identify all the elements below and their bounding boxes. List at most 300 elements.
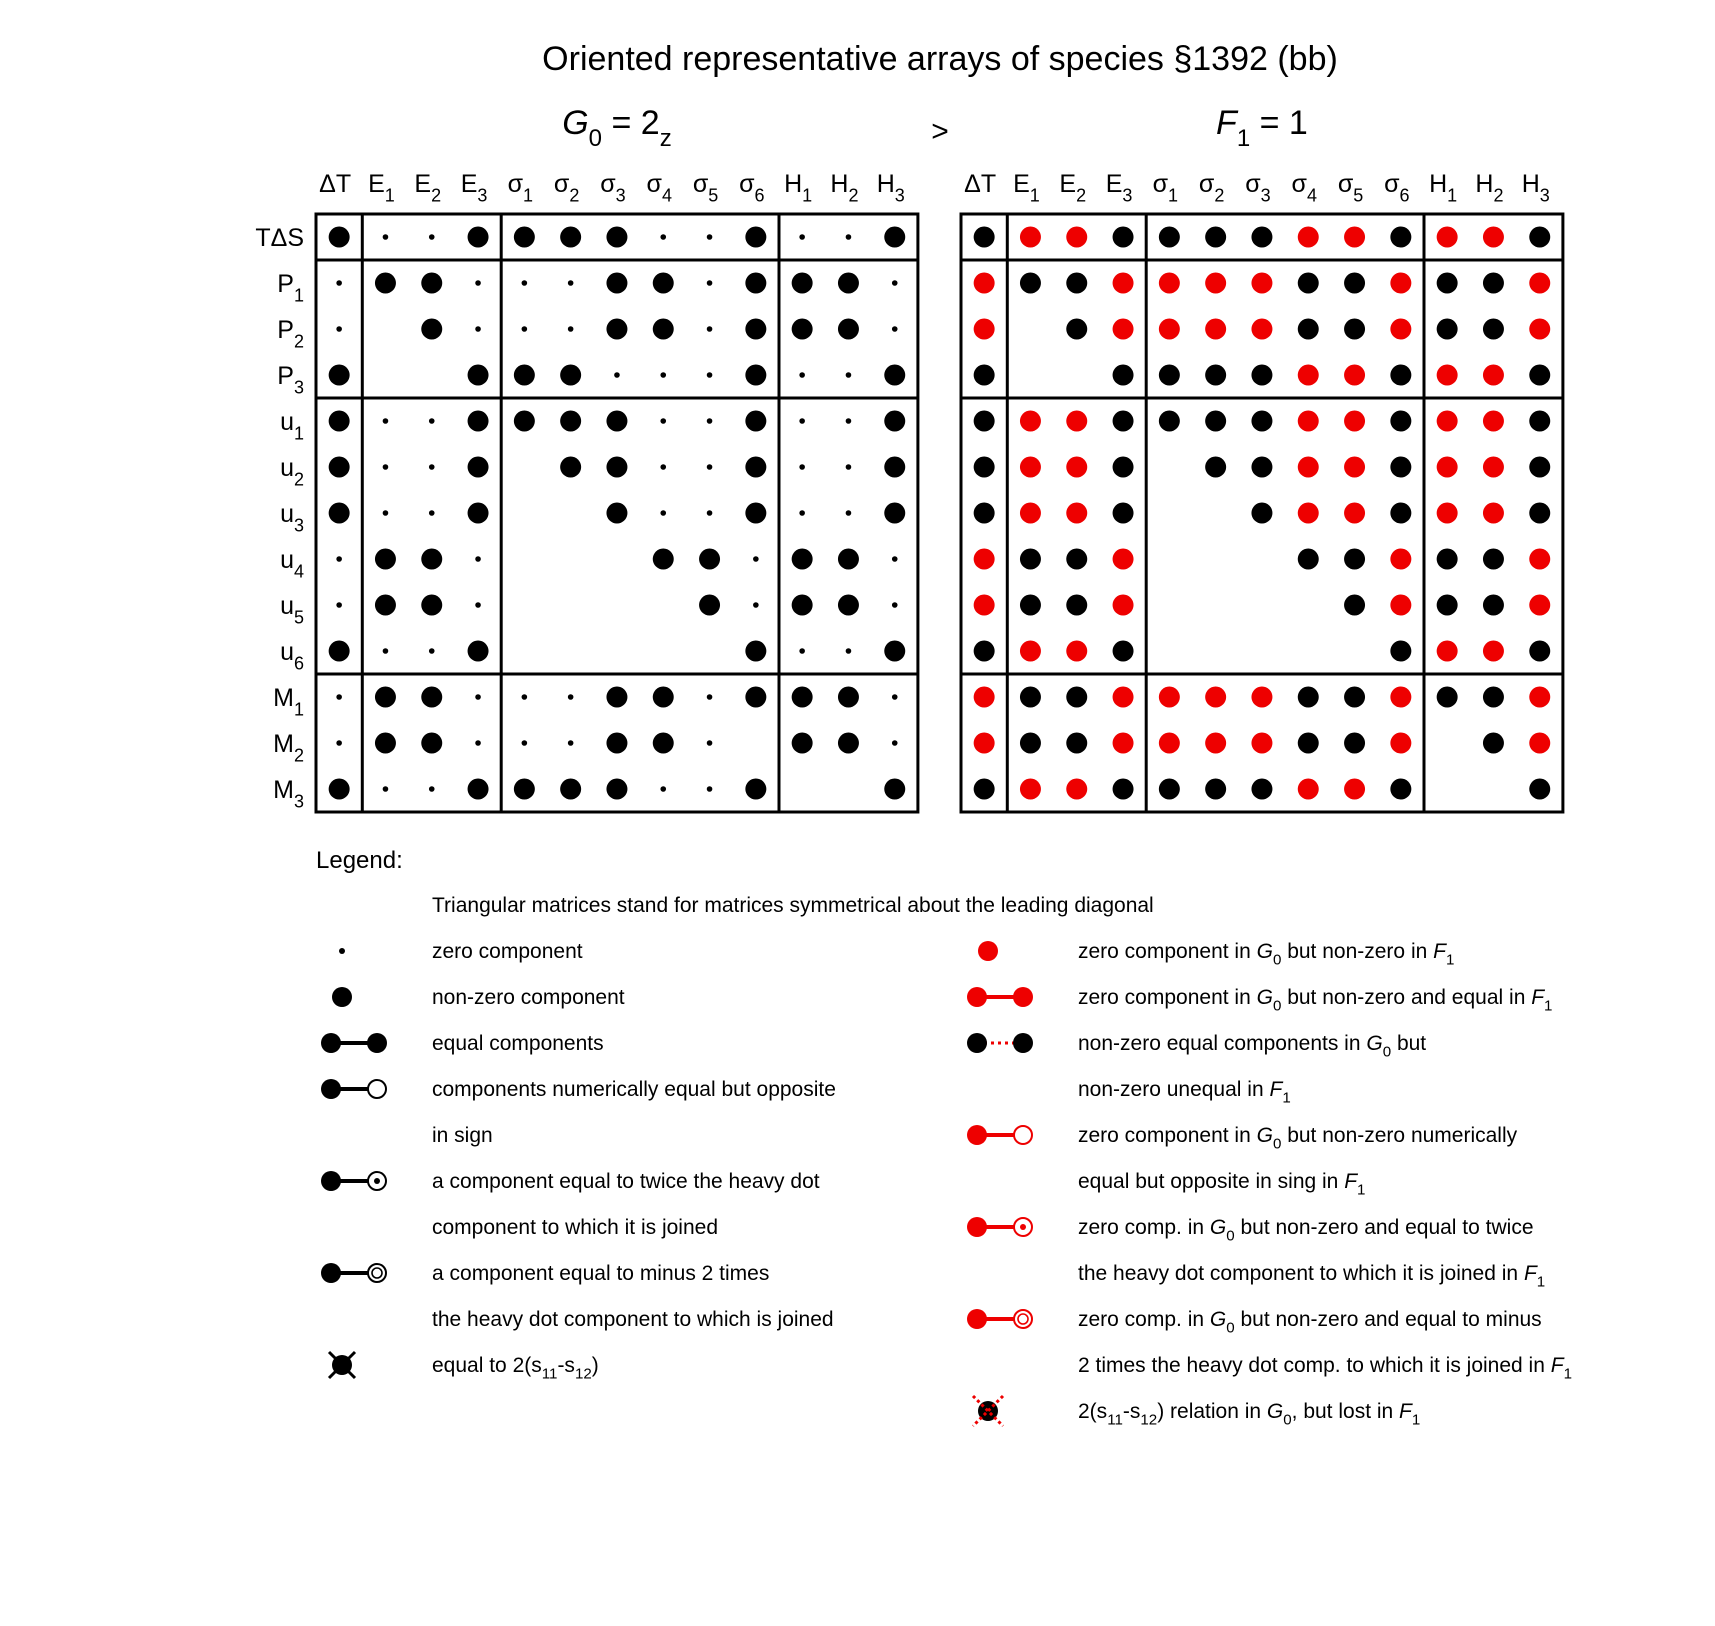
nonzero-dot xyxy=(974,365,995,386)
zero-dot xyxy=(892,326,898,332)
nonzero-dot xyxy=(1020,595,1041,616)
changed-dot xyxy=(1344,227,1365,248)
nonzero-dot xyxy=(1437,273,1458,294)
nonzero-dot xyxy=(606,319,627,340)
nonzero-dot xyxy=(653,733,674,754)
row-header: $P_2$ xyxy=(277,316,304,352)
nonzero-dot xyxy=(974,779,995,800)
zero-dot xyxy=(799,648,805,654)
changed-dot xyxy=(1159,319,1180,340)
changed-dot xyxy=(1483,503,1504,524)
nonzero-dot xyxy=(514,779,535,800)
changed-dot xyxy=(1529,687,1550,708)
nonzero-dot xyxy=(884,365,905,386)
nonzero-dot xyxy=(974,227,995,248)
nonzero-dot xyxy=(560,779,581,800)
column-header: $H_2$ xyxy=(1475,170,1504,206)
nonzero-dot xyxy=(1344,549,1365,570)
zero-dot xyxy=(429,510,435,516)
nonzero-dot xyxy=(1066,687,1087,708)
matrix-g0 xyxy=(255,104,918,812)
changed-dot xyxy=(1020,411,1041,432)
nonzero-dot xyxy=(375,549,396,570)
nonzero-dot xyxy=(653,687,674,708)
nonzero-dot xyxy=(653,549,674,570)
column-header: $H_3$ xyxy=(1521,170,1550,206)
nonzero-dot xyxy=(1159,411,1180,432)
changed-dot xyxy=(1205,687,1226,708)
zero-dot xyxy=(799,234,805,240)
zero-dot xyxy=(429,464,435,470)
zero-dot xyxy=(799,418,805,424)
zero-dot xyxy=(429,418,435,424)
changed-dot xyxy=(1344,457,1365,478)
zero-dot xyxy=(892,602,898,608)
nonzero-dot xyxy=(1344,687,1365,708)
changed-dot xyxy=(1066,227,1087,248)
nonzero-dot xyxy=(1020,733,1041,754)
nonzero-dot xyxy=(1529,365,1550,386)
nonzero-dot xyxy=(699,549,720,570)
legend-text: the heavy dot component to which it is joined in $F_1$ xyxy=(1078,1262,1546,1291)
nonzero-dot xyxy=(1483,687,1504,708)
changed-dot xyxy=(974,549,995,570)
nonzero-dot xyxy=(1251,503,1272,524)
zero-dot xyxy=(660,372,666,378)
changed-dot xyxy=(1159,687,1180,708)
nonzero-dot xyxy=(1066,733,1087,754)
nonzero-dot xyxy=(468,503,489,524)
changed-dot xyxy=(1344,503,1365,524)
changed-dot xyxy=(1159,733,1180,754)
nonzero-dot xyxy=(375,687,396,708)
changed-dot xyxy=(1298,411,1319,432)
nonzero-dot xyxy=(1298,319,1319,340)
zero-dot xyxy=(707,510,713,516)
row-header: $M_2$ xyxy=(273,730,304,766)
nonzero-dot xyxy=(421,319,442,340)
zero-dot xyxy=(799,510,805,516)
nonzero-dot xyxy=(1298,733,1319,754)
column-header: $E_3$ xyxy=(1105,170,1133,206)
changed-dot xyxy=(1113,319,1134,340)
nonzero-dot xyxy=(745,411,766,432)
changed-dot xyxy=(1298,457,1319,478)
legend-text: equal components xyxy=(432,1032,604,1055)
changed-dot xyxy=(1437,503,1458,524)
nonzero-dot xyxy=(560,365,581,386)
figure-title: Oriented representative arrays of species §1392 (bb) xyxy=(542,40,1338,78)
column-header: $H_1$ xyxy=(784,170,813,206)
changed-dot xyxy=(1066,503,1087,524)
row-header: $u_6$ xyxy=(280,638,304,674)
row-header: $P_3$ xyxy=(277,362,304,398)
zero-dot xyxy=(753,556,759,562)
row-header: TΔS xyxy=(255,224,304,252)
nonzero-dot xyxy=(1251,227,1272,248)
nonzero-dot xyxy=(884,503,905,524)
changed-dot xyxy=(1529,549,1550,570)
opposite-pair-symbol xyxy=(321,1079,386,1099)
legend-item xyxy=(967,1032,1426,1107)
nonzero-dot xyxy=(1483,549,1504,570)
legend-note: Triangular matrices stand for matrices symmetrical about the leading diagonal xyxy=(432,894,1154,917)
changed-dot xyxy=(1390,549,1411,570)
nonzero-dot xyxy=(1205,779,1226,800)
zero-dot xyxy=(336,740,342,746)
changed-dot xyxy=(1437,411,1458,432)
zero-dot xyxy=(799,372,805,378)
matrix-heading-g0: $G_0 = 2_z$ xyxy=(562,104,672,152)
red-minus2-pair-symbol xyxy=(967,1309,1032,1329)
changed-dot xyxy=(1390,319,1411,340)
changed-dot xyxy=(1113,733,1134,754)
changed-dot xyxy=(974,687,995,708)
legend-item xyxy=(321,1170,820,1239)
zero-dot xyxy=(707,740,713,746)
legend-text: zero comp. in $G_0$ but non-zero and equal to minus xyxy=(1078,1308,1542,1337)
dotted-pair-symbol xyxy=(967,1033,1033,1053)
changed-dot xyxy=(1020,457,1041,478)
nonzero-dot xyxy=(421,273,442,294)
nonzero-dot xyxy=(1529,457,1550,478)
crossed-dot-symbol xyxy=(329,1352,355,1378)
changed-dot xyxy=(1298,503,1319,524)
nonzero-dot xyxy=(421,733,442,754)
nonzero-dot xyxy=(1344,595,1365,616)
legend-item xyxy=(973,1396,1420,1429)
changed-dot xyxy=(1298,365,1319,386)
nonzero-dot xyxy=(1205,365,1226,386)
nonzero-dot xyxy=(1298,273,1319,294)
changed-dot xyxy=(1437,227,1458,248)
nonzero-dot xyxy=(792,273,813,294)
nonzero-dot xyxy=(606,457,627,478)
changed-dot xyxy=(1113,687,1134,708)
changed-dot xyxy=(1483,411,1504,432)
zero-dot xyxy=(568,694,574,700)
row-header: $M_3$ xyxy=(273,776,304,812)
nonzero-dot xyxy=(745,687,766,708)
zero-dot xyxy=(660,418,666,424)
zero-dot xyxy=(383,648,389,654)
zero-dot xyxy=(429,234,435,240)
nonzero-dot xyxy=(1113,227,1134,248)
changed-dot xyxy=(1390,273,1411,294)
nonzero-dot xyxy=(884,641,905,662)
nonzero-dot xyxy=(468,779,489,800)
nonzero-dot xyxy=(514,411,535,432)
nonzero-dot xyxy=(974,457,995,478)
column-header: ΔT xyxy=(319,170,352,198)
nonzero-dot xyxy=(1529,641,1550,662)
nonzero-dot xyxy=(1066,319,1087,340)
zero-dot xyxy=(707,418,713,424)
changed-dot xyxy=(1113,549,1134,570)
nonzero-dot xyxy=(1251,457,1272,478)
changed-dot xyxy=(1437,457,1458,478)
legend-item xyxy=(967,1308,1572,1383)
nonzero-dot xyxy=(468,365,489,386)
nonzero-dot xyxy=(1298,687,1319,708)
legend-item xyxy=(321,1032,604,1055)
legend-text: non-zero component xyxy=(432,986,625,1009)
zero-dot xyxy=(660,510,666,516)
changed-dot xyxy=(1437,365,1458,386)
nonzero-dot xyxy=(606,227,627,248)
nonzero-dot xyxy=(1159,365,1180,386)
zero-dot xyxy=(475,602,481,608)
nonzero-dot xyxy=(1066,595,1087,616)
nonzero-dot xyxy=(1205,227,1226,248)
nonzero-dot xyxy=(745,319,766,340)
zero-dot xyxy=(336,326,342,332)
nonzero-dot xyxy=(329,411,350,432)
nonzero-dot xyxy=(792,319,813,340)
nonzero-dot xyxy=(606,779,627,800)
zero-dot xyxy=(660,786,666,792)
column-header: $\sigma_3$ xyxy=(600,170,626,206)
legend-item xyxy=(967,986,1552,1015)
nonzero-dot xyxy=(884,411,905,432)
zero-dot xyxy=(475,326,481,332)
nonzero-dot xyxy=(1390,779,1411,800)
nonzero-dot xyxy=(329,503,350,524)
nonzero-dot xyxy=(884,779,905,800)
zero-dot xyxy=(846,464,852,470)
legend-text: component to which it is joined xyxy=(432,1216,718,1239)
changed-dot xyxy=(1113,595,1134,616)
nonzero-dot xyxy=(1390,411,1411,432)
column-header: $H_2$ xyxy=(830,170,859,206)
zero-dot xyxy=(336,280,342,286)
zero-dot xyxy=(522,694,528,700)
changed-dot xyxy=(1159,273,1180,294)
nonzero-dot xyxy=(1529,227,1550,248)
changed-dot xyxy=(1529,273,1550,294)
nonzero-dot xyxy=(1344,319,1365,340)
zero-dot xyxy=(383,786,389,792)
changed-dot xyxy=(1344,411,1365,432)
red-equal-pair-symbol xyxy=(967,987,1033,1007)
zero-dot xyxy=(383,510,389,516)
nonzero-dot xyxy=(974,503,995,524)
nonzero-dot xyxy=(1020,687,1041,708)
nonzero-dot xyxy=(1437,687,1458,708)
nonzero-dot xyxy=(606,503,627,524)
zero-dot xyxy=(707,786,713,792)
zero-dot xyxy=(660,234,666,240)
nonzero-dot xyxy=(1113,779,1134,800)
column-header: $\sigma_5$ xyxy=(692,170,719,206)
zero-dot xyxy=(892,556,898,562)
changed-dot xyxy=(974,319,995,340)
changed-dot xyxy=(1529,319,1550,340)
nonzero-dot xyxy=(375,595,396,616)
nonzero-dot xyxy=(468,641,489,662)
row-header: $P_1$ xyxy=(277,270,304,306)
changed-dot xyxy=(1066,641,1087,662)
zero-dot xyxy=(475,280,481,286)
zero-dot xyxy=(846,418,852,424)
red-opposite-pair-symbol xyxy=(967,1125,1032,1145)
changed-dot xyxy=(1529,733,1550,754)
column-header: $\sigma_4$ xyxy=(646,170,672,206)
column-header: $E_3$ xyxy=(460,170,488,206)
zero-dot xyxy=(707,372,713,378)
nonzero-dot xyxy=(745,227,766,248)
comparison-symbol: > xyxy=(931,115,949,148)
zero-dot xyxy=(475,740,481,746)
row-header: $u_2$ xyxy=(280,454,304,490)
nonzero-dot xyxy=(1390,227,1411,248)
legend-item xyxy=(967,1124,1518,1199)
legend-item xyxy=(321,1078,836,1147)
nonzero-dot xyxy=(329,365,350,386)
nonzero-dot xyxy=(1205,411,1226,432)
nonzero-dot xyxy=(792,733,813,754)
changed-dot xyxy=(1344,365,1365,386)
zero-dot xyxy=(846,648,852,654)
red-big-dot-symbol xyxy=(978,941,998,961)
nonzero-dot xyxy=(792,549,813,570)
nonzero-dot xyxy=(1437,595,1458,616)
nonzero-dot xyxy=(1205,457,1226,478)
nonzero-dot xyxy=(884,227,905,248)
changed-dot xyxy=(1251,687,1272,708)
nonzero-dot xyxy=(1437,549,1458,570)
changed-dot xyxy=(1483,227,1504,248)
nonzero-dot xyxy=(514,365,535,386)
zero-dot xyxy=(707,464,713,470)
nonzero-dot xyxy=(1113,457,1134,478)
zero-dot xyxy=(522,326,528,332)
changed-dot xyxy=(1251,273,1272,294)
changed-dot xyxy=(1205,733,1226,754)
zero-dot xyxy=(336,694,342,700)
changed-dot xyxy=(974,733,995,754)
changed-dot xyxy=(1483,641,1504,662)
legend-item xyxy=(978,940,1454,969)
nonzero-dot xyxy=(1066,549,1087,570)
changed-dot xyxy=(1529,595,1550,616)
zero-dot xyxy=(568,280,574,286)
nonzero-dot xyxy=(329,779,350,800)
nonzero-dot xyxy=(375,273,396,294)
changed-dot xyxy=(1205,273,1226,294)
nonzero-dot xyxy=(745,641,766,662)
nonzero-dot xyxy=(884,457,905,478)
legend-text: $2(s_{11}-s_{12})$ relation in $G_0$, but lost in $F_1$ xyxy=(1078,1400,1421,1429)
zero-dot xyxy=(707,326,713,332)
red-crossed-dot-symbol xyxy=(973,1396,1003,1426)
zero-dot xyxy=(568,740,574,746)
matrices-layer xyxy=(255,104,1563,812)
changed-dot xyxy=(1066,457,1087,478)
nonzero-dot xyxy=(468,411,489,432)
column-header: $\sigma_1$ xyxy=(507,170,534,206)
nonzero-dot xyxy=(1344,273,1365,294)
legend-text: 2 times the heavy dot comp. to which it is joined in $F_1$ xyxy=(1078,1354,1572,1383)
legend-text: components numerically equal but opposite xyxy=(432,1078,836,1101)
zero-dot xyxy=(475,556,481,562)
row-header: $u_4$ xyxy=(280,546,304,582)
nonzero-dot xyxy=(329,641,350,662)
changed-dot xyxy=(974,595,995,616)
column-header: $\sigma_6$ xyxy=(739,170,765,206)
zero-dot xyxy=(522,280,528,286)
column-header: $H_3$ xyxy=(876,170,905,206)
legend-item xyxy=(332,986,625,1009)
zero-dot xyxy=(707,694,713,700)
nonzero-dot xyxy=(1483,595,1504,616)
column-header: $\sigma_1$ xyxy=(1152,170,1179,206)
matrix-f1 xyxy=(961,104,1563,812)
legend-text: zero component in $G_0$ but non-zero numerically xyxy=(1078,1124,1518,1153)
legend-text: non-zero unequal in $F_1$ xyxy=(1078,1078,1291,1107)
changed-dot xyxy=(1113,273,1134,294)
nonzero-dot xyxy=(838,319,859,340)
nonzero-dot xyxy=(606,273,627,294)
nonzero-dot xyxy=(1113,365,1134,386)
row-header: $u_1$ xyxy=(280,408,304,444)
zero-dot xyxy=(846,372,852,378)
column-header: $\sigma_3$ xyxy=(1245,170,1271,206)
legend-text: zero component xyxy=(432,940,583,963)
nonzero-dot xyxy=(745,457,766,478)
legend-text: equal but opposite in sing in $F_1$ xyxy=(1078,1170,1366,1199)
zero-dot xyxy=(522,740,528,746)
zero-dot xyxy=(475,694,481,700)
nonzero-dot xyxy=(838,273,859,294)
equal-pair-symbol xyxy=(321,1033,387,1053)
nonzero-dot xyxy=(514,227,535,248)
nonzero-dot xyxy=(1020,273,1041,294)
nonzero-dot xyxy=(1390,365,1411,386)
column-header: $\sigma_2$ xyxy=(1198,170,1225,206)
nonzero-dot xyxy=(1483,273,1504,294)
zero-dot xyxy=(892,280,898,286)
nonzero-dot xyxy=(653,319,674,340)
zero-dot xyxy=(753,602,759,608)
nonzero-dot xyxy=(1251,411,1272,432)
zero-dot xyxy=(429,786,435,792)
nonzero-dot xyxy=(1344,733,1365,754)
legend-text: zero comp. in $G_0$ but non-zero and equal to twice xyxy=(1078,1216,1534,1245)
nonzero-dot xyxy=(1529,779,1550,800)
nonzero-dot xyxy=(1390,641,1411,662)
zero-dot xyxy=(383,418,389,424)
zero-dot xyxy=(568,326,574,332)
legend xyxy=(316,847,1572,1429)
column-header: $\sigma_6$ xyxy=(1384,170,1410,206)
legend-text: non-zero equal components in $G_0$ but xyxy=(1078,1032,1427,1061)
nonzero-dot xyxy=(745,503,766,524)
nonzero-dot xyxy=(421,595,442,616)
changed-dot xyxy=(1020,641,1041,662)
nonzero-dot xyxy=(560,457,581,478)
nonzero-dot xyxy=(560,411,581,432)
changed-dot xyxy=(1298,227,1319,248)
nonzero-dot xyxy=(560,227,581,248)
row-header: $M_1$ xyxy=(273,684,304,720)
row-header: $u_3$ xyxy=(280,500,304,536)
nonzero-dot xyxy=(1298,549,1319,570)
nonzero-dot xyxy=(606,733,627,754)
column-header: ΔT xyxy=(964,170,997,198)
nonzero-dot xyxy=(1113,641,1134,662)
nonzero-dot xyxy=(838,595,859,616)
